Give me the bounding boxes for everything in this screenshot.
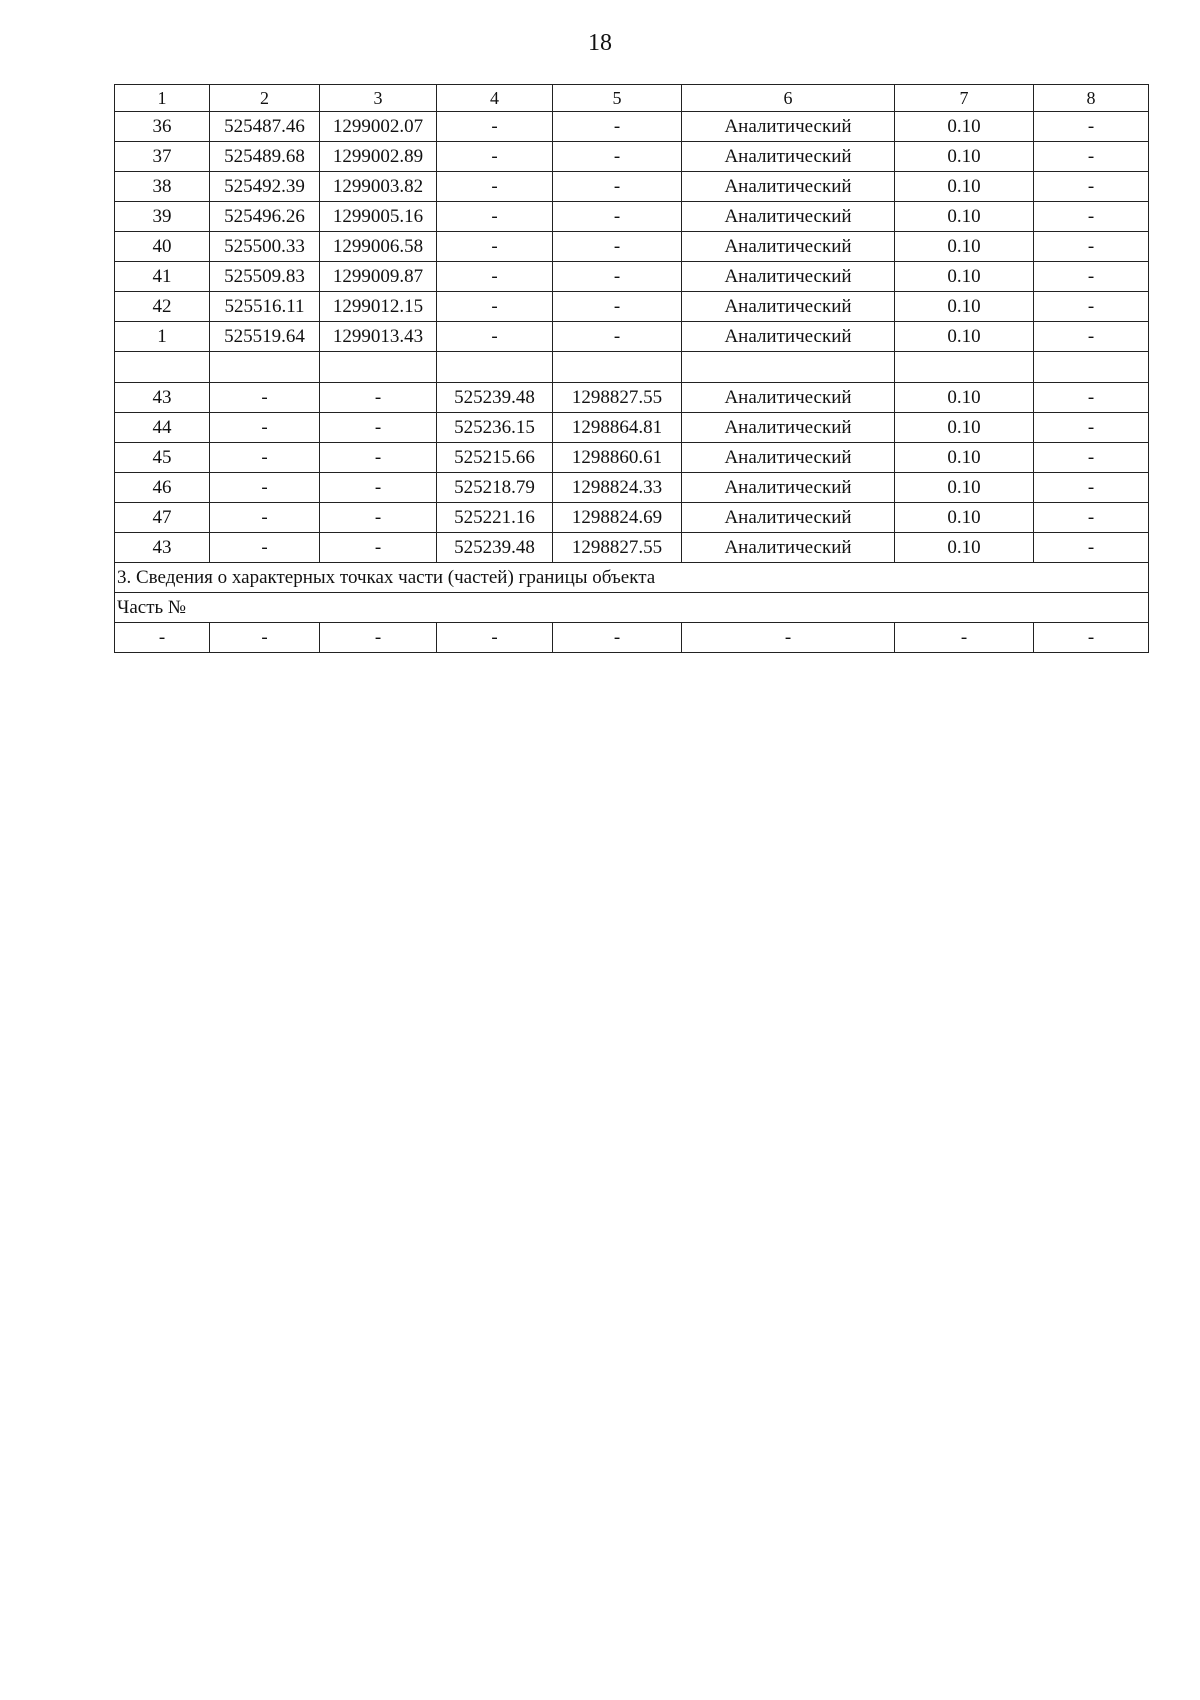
table-cell: - — [553, 262, 682, 292]
inner-contour-point-row — [115, 473, 1149, 503]
table-cell: - — [437, 142, 553, 172]
boundary-points-table — [114, 84, 1149, 653]
header-cell: 4 — [437, 85, 553, 112]
table-cell: Аналитический — [682, 533, 895, 563]
table-cell: 0.10 — [895, 322, 1034, 352]
table-cell: 1299005.16 — [320, 202, 437, 232]
table-cell: 0.10 — [895, 383, 1034, 413]
table-cell: - — [553, 142, 682, 172]
table-cell: 525221.16 — [437, 503, 553, 533]
table-cell: 38 — [115, 172, 210, 202]
header-cell: 8 — [1034, 85, 1149, 112]
table-cell: - — [437, 202, 553, 232]
table-cell: - — [1034, 292, 1149, 322]
table-cell: - — [437, 112, 553, 142]
table-cell: 0.10 — [895, 443, 1034, 473]
table-cell: - — [1034, 533, 1149, 563]
table-cell: 36 — [115, 112, 210, 142]
table-cell: Аналитический — [682, 172, 895, 202]
table-cell: 1299013.43 — [320, 322, 437, 352]
table-cell: 1299006.58 — [320, 232, 437, 262]
table-cell: Аналитический — [682, 202, 895, 232]
table-cell: - — [895, 623, 1034, 653]
table-cell: - — [210, 503, 320, 533]
table-cell: 525492.39 — [210, 172, 320, 202]
contour-point-row — [115, 112, 1149, 142]
table-cell: - — [320, 413, 437, 443]
header-cell: 5 — [553, 85, 682, 112]
table-cell: - — [320, 623, 437, 653]
table-cell: 0.10 — [895, 142, 1034, 172]
table-cell: 525239.48 — [437, 533, 553, 563]
table-cell: - — [437, 232, 553, 262]
table-cell: - — [210, 623, 320, 653]
table-cell: 525509.83 — [210, 262, 320, 292]
table-cell: - — [1034, 172, 1149, 202]
table-cell: 0.10 — [895, 112, 1034, 142]
table-cell: 0.10 — [895, 262, 1034, 292]
header-cell: 3 — [320, 85, 437, 112]
table-cell: 40 — [115, 232, 210, 262]
part-number-label-row — [115, 593, 1149, 623]
table-cell: 43 — [115, 533, 210, 563]
table-cell: - — [1034, 262, 1149, 292]
table-cell: 525239.48 — [437, 383, 553, 413]
table-cell: - — [1034, 503, 1149, 533]
contour-point-row — [115, 292, 1149, 322]
empty-cell — [682, 352, 895, 383]
table-cell: - — [553, 202, 682, 232]
table-cell: 0.10 — [895, 172, 1034, 202]
table-cell: - — [1034, 383, 1149, 413]
header-cell: 1 — [115, 85, 210, 112]
table-cell: - — [437, 292, 553, 322]
table-cell: 1298864.81 — [553, 413, 682, 443]
table-cell: 1299002.89 — [320, 142, 437, 172]
table-cell: 44 — [115, 413, 210, 443]
table-cell: - — [437, 623, 553, 653]
empty-cell — [320, 352, 437, 383]
table-cell: 41 — [115, 262, 210, 292]
header-cell: 6 — [682, 85, 895, 112]
table-cell: 39 — [115, 202, 210, 232]
empty-cell — [553, 352, 682, 383]
table-cell: 525487.46 — [210, 112, 320, 142]
table-cell: 0.10 — [895, 533, 1034, 563]
table-cell: 525519.64 — [210, 322, 320, 352]
empty-cell — [437, 352, 553, 383]
contour-point-row — [115, 262, 1149, 292]
empty-cell — [1034, 352, 1149, 383]
table-cell: - — [1034, 322, 1149, 352]
table-cell: - — [115, 623, 210, 653]
table-cell: 1298827.55 — [553, 383, 682, 413]
page-number: 18 — [588, 30, 612, 56]
table-cell: 525489.68 — [210, 142, 320, 172]
table-cell: - — [1034, 202, 1149, 232]
table-cell: - — [1034, 443, 1149, 473]
table-cell: - — [553, 172, 682, 202]
table-cell: 0.10 — [895, 413, 1034, 443]
table-cell: 0.10 — [895, 292, 1034, 322]
table-cell: - — [553, 232, 682, 262]
table-cell: - — [1034, 413, 1149, 443]
table-cell: - — [1034, 232, 1149, 262]
table-cell: 37 — [115, 142, 210, 172]
contour-point-row — [115, 172, 1149, 202]
inner-contour-point-row — [115, 443, 1149, 473]
table-cell: 0.10 — [895, 232, 1034, 262]
table-cell: Аналитический — [682, 142, 895, 172]
inner-contour-point-row — [115, 533, 1149, 563]
table-cell: Аналитический — [682, 383, 895, 413]
table-cell: 1299002.07 — [320, 112, 437, 142]
table-cell: 525496.26 — [210, 202, 320, 232]
table-cell: 1299012.15 — [320, 292, 437, 322]
table-cell: 1298860.61 — [553, 443, 682, 473]
inner-contour-point-row — [115, 503, 1149, 533]
table-cell: Аналитический — [682, 112, 895, 142]
header-cell: 2 — [210, 85, 320, 112]
empty-cell — [115, 352, 210, 383]
table-cell: 0.10 — [895, 503, 1034, 533]
table-cell: 46 — [115, 473, 210, 503]
table-cell: - — [682, 623, 895, 653]
table-cell: 0.10 — [895, 473, 1034, 503]
table-cell: - — [320, 503, 437, 533]
table-cell: - — [320, 383, 437, 413]
part-point-row — [115, 623, 1149, 653]
table-cell: - — [553, 112, 682, 142]
part-number-label: Часть № — [115, 593, 1149, 623]
table-cell: Аналитический — [682, 443, 895, 473]
table-cell: 525516.11 — [210, 292, 320, 322]
table-cell: - — [553, 322, 682, 352]
table-cell: - — [210, 443, 320, 473]
table-cell: - — [320, 473, 437, 503]
table-cell: 45 — [115, 443, 210, 473]
table-cell: 1299009.87 — [320, 262, 437, 292]
table-cell: 42 — [115, 292, 210, 322]
table-cell: 1298827.55 — [553, 533, 682, 563]
table-cell: Аналитический — [682, 322, 895, 352]
table-cell: 525500.33 — [210, 232, 320, 262]
table-cell: Аналитический — [682, 232, 895, 262]
column-number-row — [115, 85, 1149, 112]
table-cell: 1298824.69 — [553, 503, 682, 533]
inner-contour-point-row — [115, 413, 1149, 443]
table-cell: 1298824.33 — [553, 473, 682, 503]
inner-contour-point-row — [115, 383, 1149, 413]
table-cell: 43 — [115, 383, 210, 413]
table-cell: - — [437, 322, 553, 352]
table-cell: - — [210, 413, 320, 443]
section-3-title: 3. Сведения о характерных точках части (частей) границы объекта — [115, 563, 1149, 593]
empty-cell — [895, 352, 1034, 383]
table-cell: - — [437, 172, 553, 202]
table-cell: 525236.15 — [437, 413, 553, 443]
contour-point-row — [115, 202, 1149, 232]
section-3-title-row — [115, 563, 1149, 593]
table-cell: - — [210, 533, 320, 563]
table-cell: Аналитический — [682, 262, 895, 292]
table-cell: 47 — [115, 503, 210, 533]
table-cell: - — [1034, 112, 1149, 142]
table-cell: 1299003.82 — [320, 172, 437, 202]
table-cell: 1 — [115, 322, 210, 352]
table-cell: 525218.79 — [437, 473, 553, 503]
header-cell: 7 — [895, 85, 1034, 112]
table-cell: - — [1034, 623, 1149, 653]
table-cell: - — [320, 443, 437, 473]
empty-cell — [210, 352, 320, 383]
contour-point-row — [115, 322, 1149, 352]
table-cell: Аналитический — [682, 292, 895, 322]
table-cell: - — [553, 292, 682, 322]
table-cell: - — [553, 623, 682, 653]
table-cell: 525215.66 — [437, 443, 553, 473]
table-cell: - — [1034, 473, 1149, 503]
table-cell: - — [210, 473, 320, 503]
table-cell: Аналитический — [682, 503, 895, 533]
table-cell: - — [1034, 142, 1149, 172]
table-cell: - — [210, 383, 320, 413]
table-cell: Аналитический — [682, 473, 895, 503]
table-cell: - — [437, 262, 553, 292]
contour-point-row — [115, 232, 1149, 262]
table-cell: Аналитический — [682, 413, 895, 443]
table-cell: 0.10 — [895, 202, 1034, 232]
table-cell: - — [320, 533, 437, 563]
contour-point-row — [115, 142, 1149, 172]
empty-separator-row — [115, 352, 1149, 383]
